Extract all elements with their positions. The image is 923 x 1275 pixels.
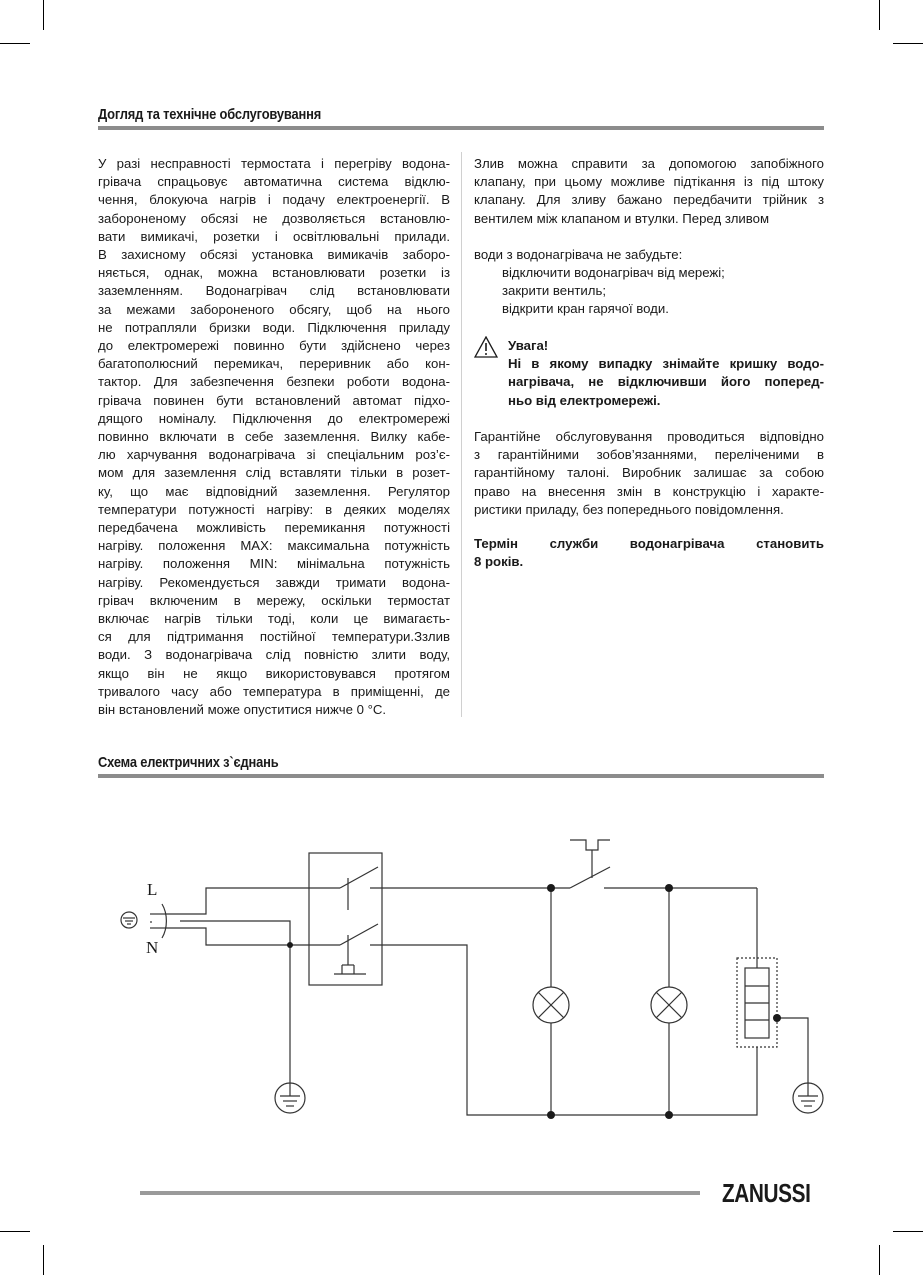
text-line: нагріву. положення MAX: максимальна потужність [98, 538, 450, 554]
drain-step: відкрити кран гарячої води. [502, 301, 669, 317]
text-line: за межами забороненого обсягу, щоб на нього [98, 301, 450, 317]
section-title-wiring: Схема електричних з`єднань [98, 754, 279, 771]
earth-symbol [121, 912, 137, 928]
text-line: повинно включати в себе заземлення. Вилку кабе- [98, 429, 450, 445]
text-line: тривалого часу або температура в приміщенні, де [98, 683, 450, 699]
text-line: няється, однак, можна встановлювати розетки із [98, 265, 450, 281]
text-line: вати вимикачі, розетки і освітлювальні прилади. [98, 228, 450, 244]
section-title-care: Догляд та технічне обслуговування [98, 106, 322, 123]
text-line: Злив можна справити за допомогою запобіжного [474, 156, 824, 171]
text-line: Термін служби водонагрівача становить [474, 536, 824, 551]
text-line: включає нагрів тільки тоді, коли це вимагаєть- [98, 611, 450, 627]
text-line: клапану, при цьому можливе підтікання із під штоку [474, 174, 824, 190]
text-line: мом для заземлення слід вставляти тільки в розет- [98, 465, 450, 481]
drain-intro: води з водонагрівача не забудьте: [474, 246, 683, 262]
text-line: клапану. Для зливу бажано передбачити трійник з [474, 192, 824, 208]
text-line: У разі несправності термостата і перегріву водона- [98, 156, 450, 171]
text-line: тактор. Для забезпечення безпеки роботи водона- [98, 374, 450, 390]
footer-rule [140, 1191, 700, 1195]
text-line: якщо він не якщо використовувався протягом [98, 665, 450, 681]
text-line: забороненому обсязі не дозволяється встановлю- [98, 210, 450, 226]
text-line: передбачена можливість перемикання потужності [98, 520, 450, 536]
text-line: не потрапляли бризки води. Підключення приладу [98, 319, 450, 335]
drain-step: закрити вентиль; [502, 283, 607, 299]
text-line: води. З водонагрівача слід повністю злити воду, [98, 647, 450, 663]
text-line: право на внесення змін в конструкцію і характе- [474, 483, 824, 499]
text-line: грівача повинен бути встановлений автомат підхо- [98, 392, 450, 408]
warning-line: нагрівача, не відключивши його поперед- [508, 374, 824, 390]
text-line: лю харчування водонагрівача зі спеціальним роз’є- [98, 447, 450, 463]
text-line: дящого номіналу. Підключення до електромережі [98, 410, 450, 426]
text-line: температури потужності нагріву: в деяких моделях [98, 501, 450, 517]
text-line: нагріву. Рекомендується завжди тримати водона- [98, 574, 450, 590]
text-line: вентилем між клапаном и втулки. Перед зливом [474, 210, 770, 226]
text-line: заземленням. Водонагрівач слід встановлювати [98, 283, 450, 299]
text-line: Гарантійне обслуговування проводиться відповідно [474, 429, 824, 444]
text-line: з гарантійними зобов’язаннями, переліченими в [474, 447, 824, 463]
text-line: грівач включеним в мережу, оскільки термостат [98, 592, 450, 608]
label-L: L [147, 880, 158, 899]
drain-step: відключити водонагрівач від мережі; [502, 265, 725, 281]
brand-logo: ZANUSSI [722, 1178, 811, 1208]
text-line: В захисному обсязі установка вимикачів заборо- [98, 247, 450, 263]
text-line: гарантійному талоні. Виробник залишає за собою [474, 465, 824, 481]
text-line: ристики приладу, без попереднього повідомлення. [474, 501, 784, 517]
text-line: чення, блокуюча нагрів і подачу електроенергії. В [98, 192, 450, 208]
text-line: 8 років. [474, 554, 524, 570]
plug-symbol [162, 904, 166, 938]
warning-title: Увага! [508, 338, 549, 353]
label-N: N [146, 938, 159, 957]
text-line: грівача спрацьовує автоматична система відклю- [98, 174, 450, 190]
text-line: він встановлений може опуститися нижче 0 °С. [98, 702, 387, 718]
warning-line: Ні в якому випадку знімайте кришку водо- [508, 356, 824, 372]
text-line: до електромережі повинно бути здійснено через [98, 338, 450, 354]
text-line: багатополюсний перемикач, переривник або кон- [98, 356, 450, 372]
text-line: нагріву. положення MIN: мінімальна потужність [98, 556, 450, 572]
text-line: ся для підтримання постійної температури.Ззлив [98, 629, 450, 645]
text-line: ку, що має відповідний заземлення. Регулятор [98, 483, 450, 499]
warning-line: ньо від електромережі. [508, 392, 661, 408]
